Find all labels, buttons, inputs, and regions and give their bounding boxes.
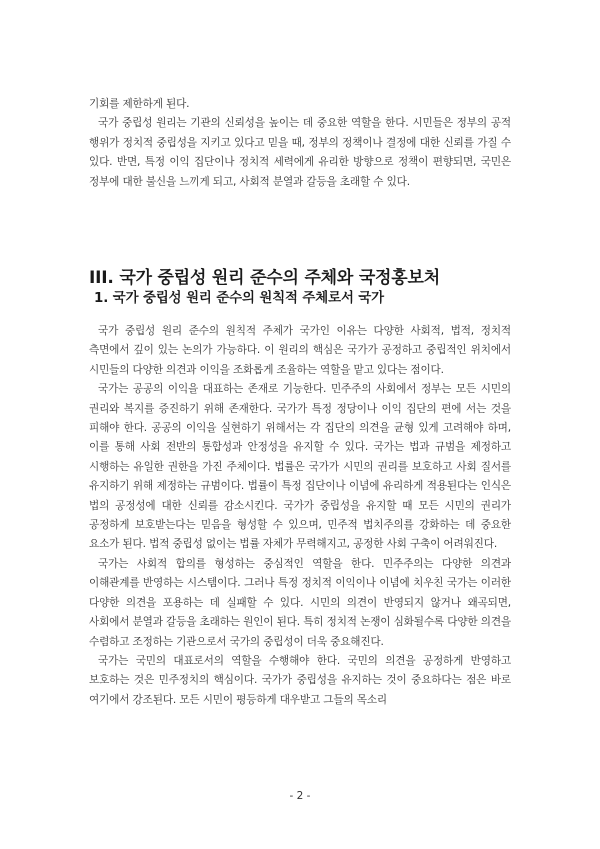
paragraph: 국가 중립성 원리는 기관의 신뢰성을 높이는 데 중요한 역할을 한다. 시민들은 정부의 공적 행위가 정치적 중립성을 지키고 있다고 믿을 때, 정부의 정책이나 결정에 대한 신뢰를 가질 수 있다. 반면, 특정 이익 집단이나 정치적 세력에게 유리한 방향으로 정책이 편향되면, 국민은 정부에 대한 불신을 느끼게 되고, 사회적 분열과 갈등을 초래할 수 있다. bbox=[89, 117, 511, 188]
paragraph: 국가 중립성 원리 준수의 원칙적 주체가 국가인 이유는 다양한 사회적, 법적, 정치적 측면에서 깊이 있는 논의가 가능하다. 이 원리의 핵심은 국가가 공정하고 중립적인 위치에서 시민들의 다양한 의견과 이익을 조화롭게 조율하는 역할을 맡고 있다는 점이다. bbox=[89, 325, 511, 376]
paragraph: 국가는 공공의 이익을 대표하는 존재로 기능한다. 민주주의 사회에서 정부는 모든 시민의 권리와 복지를 증진하기 위해 존재한다. 국가가 특정 정당이나 이익 집단의 편에 서는 것을 피해야 한다. 공공의 이익을 실현하기 위해서는 각 집단의 의견을 균형 있게 고려해야 하며, 이를 통해 사회 전반의 통합성과 안정성을 유지할 수 있다. 국가는 법과 규범을 제정하고 시행하는 유일한 권한을 가진 주체이다. 법률은 국가가 시민의 권리를 보호하고 사회 질서를 유지하기 위해 제정하는 규범이다. 법률이 특정 집단이나 이념에 유리하게 적용된다는 인식은 법의 공정성에 대한 신뢰를 감소시킨다. 국가가 중립성을 유지할 때 모든 시민의 권리가 공정하게 보호받는다는 믿음을 형성할 수 있으며, 민주적 법치주의를 강화하는 데 중요한 요소가 된다. 법적 중립성 없이는 법률 자체가 무력해지고, 공정한 사회 구축이 어려워진다. bbox=[89, 383, 511, 551]
intro-text bbox=[89, 95, 511, 192]
paragraph: 국가는 사회적 합의를 형성하는 중심적인 역할을 한다. 민주주의는 다양한 의견과 이해관계를 반영하는 시스템이다. 그러나 특정 정치적 이익이나 이념에 치우친 국가는 이러한 다양한 의견을 포용하는 데 실패할 수 있다. 시민의 의견이 반영되지 않거나 왜곡되면, 사회에서 분열과 갈등을 초래하는 원인이 된다. 특히 정치적 논쟁이 심화될수록 다양한 의견을 수렴하고 조정하는 기관으로서 국가의 중립성이 더욱 중요해진다. bbox=[89, 557, 511, 648]
subsection-heading: 1. 국가 중립성 원리 준수의 원칙적 주체로서 국가 bbox=[94, 291, 385, 306]
section-heading: III. 국가 중립성 원리 준수의 주체와 국정홍보처 bbox=[89, 268, 440, 288]
paragraph: 기회를 제한하게 된다. bbox=[89, 98, 190, 110]
page-number: - 2 - bbox=[289, 790, 311, 802]
body-text bbox=[89, 322, 511, 710]
paragraph: 국가는 국민의 대표로서의 역할을 수행해야 한다. 국민의 의견을 공정하게 반영하고 보호하는 것은 민주정치의 핵심이다. 국가가 중립성을 유지하는 것이 중요하다는 점은 바로 여기에서 강조된다. 모든 시민이 평등하게 대우받고 그들의 목소리 bbox=[89, 654, 511, 706]
